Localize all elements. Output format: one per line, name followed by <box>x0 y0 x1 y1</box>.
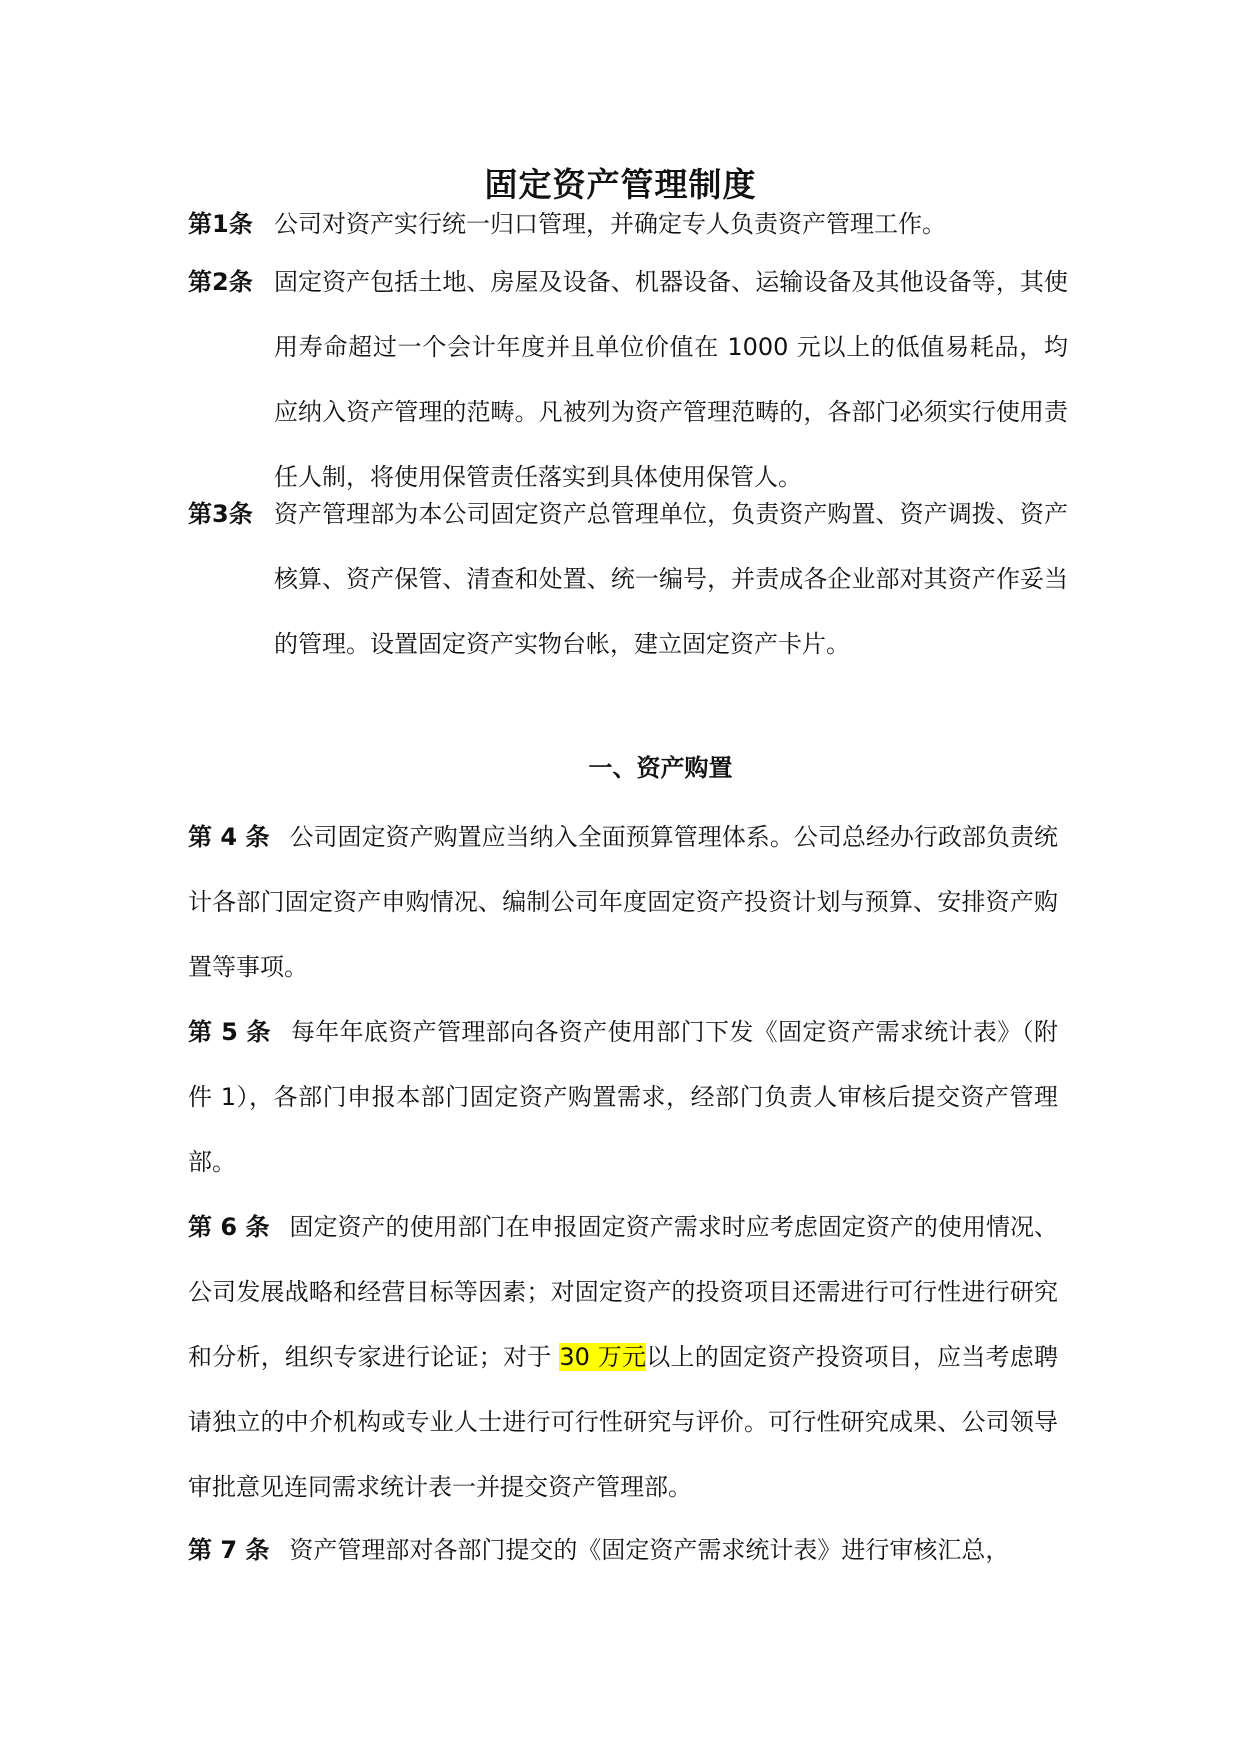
article-text-before: 固定资产的使用部门在申报固定资产需求时应考虑固定资产的使用情况、公司发展战略和经营目标等因素；对固定资产的投资项目还需进行可行性进行研究和分析，组织专家进行论证；对于 <box>188 1213 1058 1371</box>
article-text: 每年年底资产管理部向各资产使用部门下发《固定资产需求统计表》（附件 1），各部门申报本部门固定资产购置需求，经部门负责人审核后提交资产管理部。 <box>188 1018 1058 1176</box>
article-text: 公司对资产实行统一归口管理，并确定专人负责资产管理工作。 <box>274 210 946 238</box>
article-label: 第3条 <box>188 500 253 528</box>
article-label: 第1条 <box>188 210 253 238</box>
article-text-after: 以上的固定资产投资项目，应当考虑聘请独立的中介机构或专业人士进行可行性研究与评价。可行性研究成果、公司领导审批意见连同需求统计表一并提交资产管理部。 <box>188 1343 1058 1501</box>
highlighted-amount: 30 万元 <box>559 1343 647 1371</box>
article-5 <box>188 1000 1058 1195</box>
article-label: 第 7 条 <box>188 1536 270 1564</box>
article-2 <box>188 250 1068 510</box>
article-text: 公司固定资产购置应当纳入全面预算管理体系。公司总经办行政部负责统计各部门固定资产申购情况、编制公司年度固定资产投资计划与预算、安排资产购置等事项。 <box>188 823 1058 981</box>
article-4 <box>188 805 1058 1000</box>
article-7 <box>188 1518 1058 1583</box>
article-text: 资产管理部为本公司固定资产总管理单位，负责资产购置、资产调拨、资产核算、资产保管、清查和处置、统一编号，并责成各企业部对其资产作妥当的管理。设置固定资产实物台帐，建立固定资产卡片。 <box>274 500 1068 658</box>
document-title: 固定资产管理制度 <box>484 165 757 204</box>
article-label: 第 6 条 <box>188 1213 270 1241</box>
article-6 <box>188 1195 1058 1520</box>
section-heading: 一、资产购置 <box>588 754 733 782</box>
article-label: 第 4 条 <box>188 823 270 851</box>
article-text: 固定资产包括土地、房屋及设备、机器设备、运输设备及其他设备等，其使用寿命超过一个会计年度并且单位价值在 1000 元以上的低值易耗品，均应纳入资产管理的范畴。凡被列为资产管理范畴的，各部门必须实行使用责任人制，将使用保管责任落实到具体使用保管人。 <box>274 268 1068 491</box>
article-1 <box>188 192 1068 257</box>
article-3 <box>188 482 1068 677</box>
article-label: 第2条 <box>188 268 253 296</box>
article-label: 第 5 条 <box>188 1018 271 1046</box>
article-text: 资产管理部对各部门提交的《固定资产需求统计表》进行审核汇总， <box>289 1536 1010 1564</box>
